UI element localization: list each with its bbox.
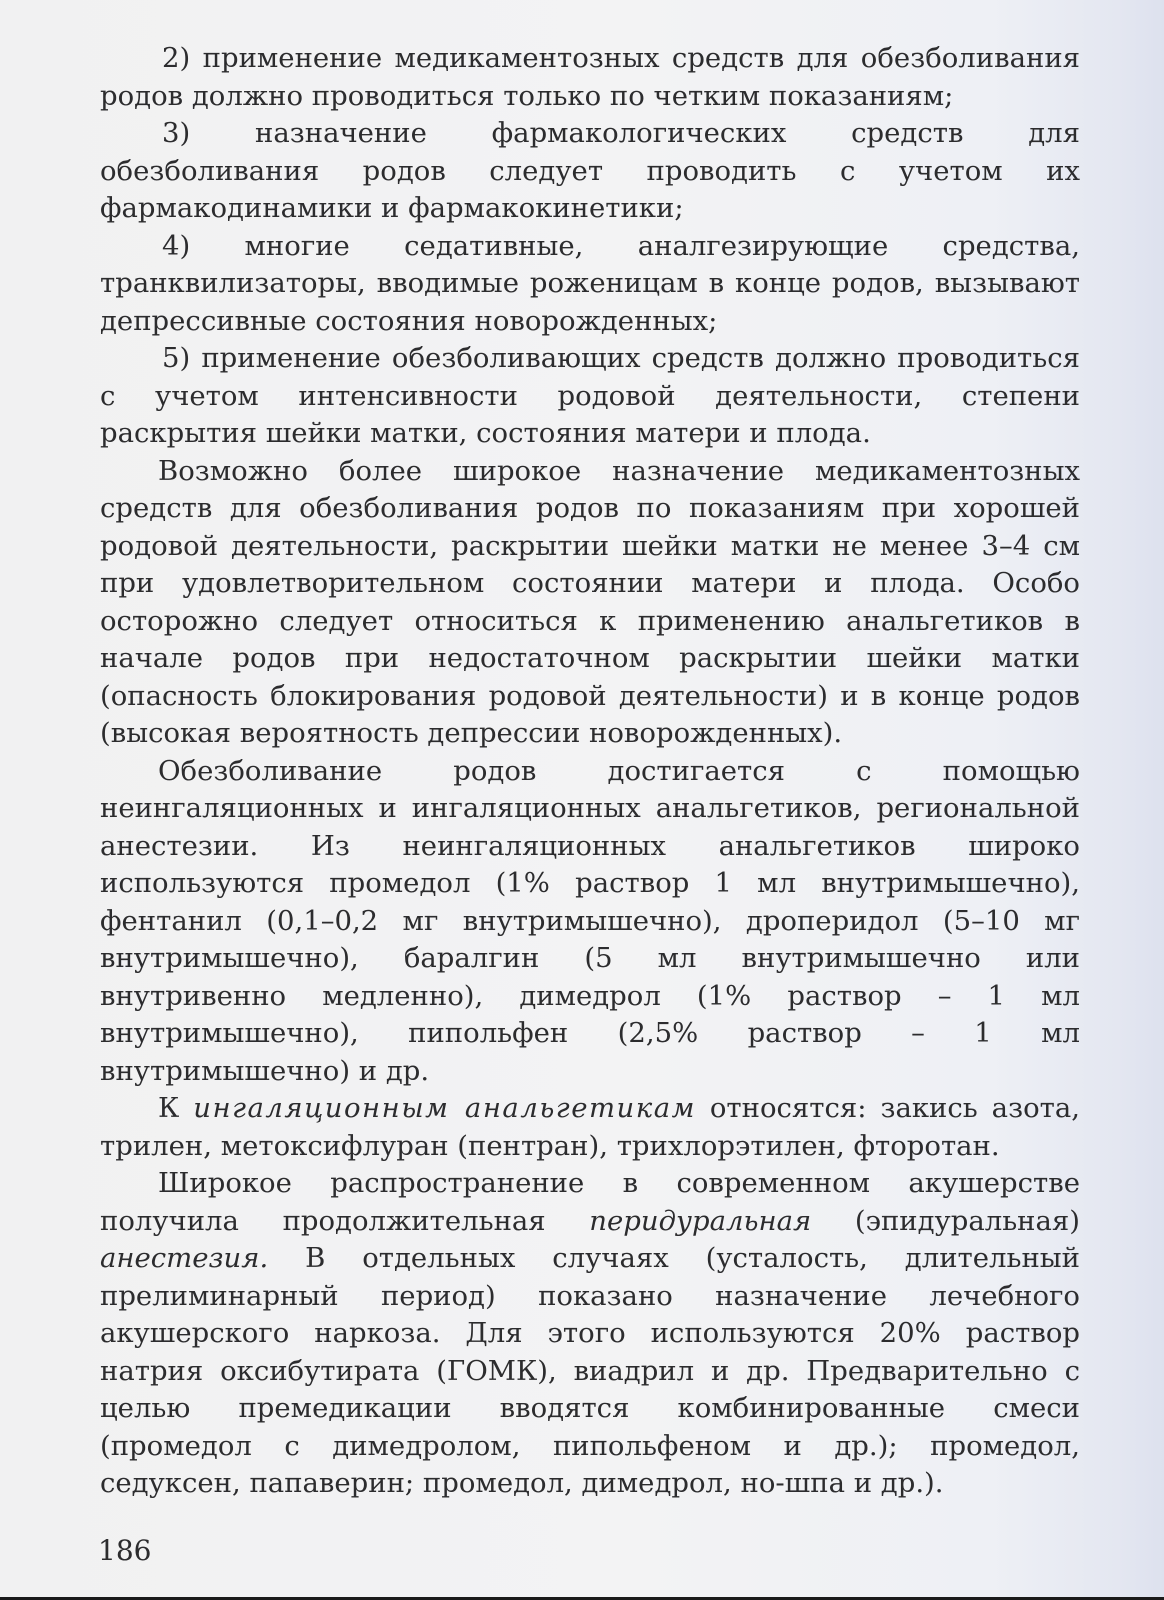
emphasis-term: анестезия. — [100, 1242, 269, 1274]
text-fragment: Широкое распространение в современном акушерстве получила продолжительная — [100, 1167, 1080, 1237]
page-number: 186 — [98, 1534, 152, 1567]
paragraph-inhalation-analgesics — [100, 1090, 1080, 1165]
list-item-5: 5) применение обезболивающих средств должно проводиться с учетом интенсивности родовой деятельности, степени раскрытия шейки матки, состояния матери и плода. — [100, 342, 1080, 449]
text-fragment: относятся: закись азота, трилен, метоксифлуран (пентран), трихлорэтилен, фторотан. — [100, 1092, 1080, 1162]
text-fragment: В отдельных случаях (усталость, длительный прелиминарный период) показано назначение лечебного акушерского наркоза. Для этого используются 20% раствор натрия оксибутирата (ГОМК), виадрил и др. Предварительно с целью премедикации вводятся комбинированные смеси (промедол с димедролом, пипольфеном и др.); промедол, седуксен, папаверин; промедол, димедрол, но-шпа и др.). — [100, 1242, 1080, 1499]
paragraph-analgesics: Обезболивание родов достигается с помощью неингаляционных и ингаляционных анальгетиков, региональной анестезии. Из неингаляционных анальгетиков широко используются промедол (1% раствор 1 мл внутримышечно), фентанил (0,1–0,2 мг внутримышечно), дроперидол (5–10 мг внутримышечно), баралгин (5 мл внутримышечно или внутривенно медленно), димедрол (1% раствор – 1 мл внутримышечно), пипольфен (2,5% раствор – 1 мл внутримышечно) и др. — [100, 754, 1080, 1087]
list-item-3: 3) назначение фармакологических средств для обезболивания родов следует проводить с учетом их фармакодинамики и фармакокинетики; — [100, 117, 1080, 224]
emphasis-term: перидуральная — [589, 1204, 812, 1237]
text-fragment: (эпидуральная) — [811, 1204, 1080, 1237]
text-fragment: К — [158, 1092, 194, 1124]
emphasis-term: ингаляционным анальгетикам — [193, 1092, 696, 1124]
paragraph-epidural — [100, 1165, 1080, 1503]
list-item-2: 2) применение медикаментозных средств для обезболивания родов должно проводиться только по четким показаниям; — [100, 42, 1080, 112]
list-item-4: 4) многие седативные, аналгезирующие средства, транквилизаторы, вводимые роженицам в конце родов, вызывают депрессивные состояния новорожденных; — [100, 229, 1080, 337]
page-body — [100, 40, 1080, 1503]
paragraph-anesthesia-indications: Возможно более широкое назначение медикаментозных средств для обезболивания родов по показаниям при хорошей родовой деятельности, раскрытии шейки матки не менее 3–4 см при удовлетворительном состоянии матери и плода. Особо осторожно следует относиться к применению анальгетиков в начале родов при недостаточном раскрытии шейки матки (опасность блокирования родовой деятельности) и в конце родов (высокая вероятность депрессии новорожденных). — [100, 454, 1080, 749]
